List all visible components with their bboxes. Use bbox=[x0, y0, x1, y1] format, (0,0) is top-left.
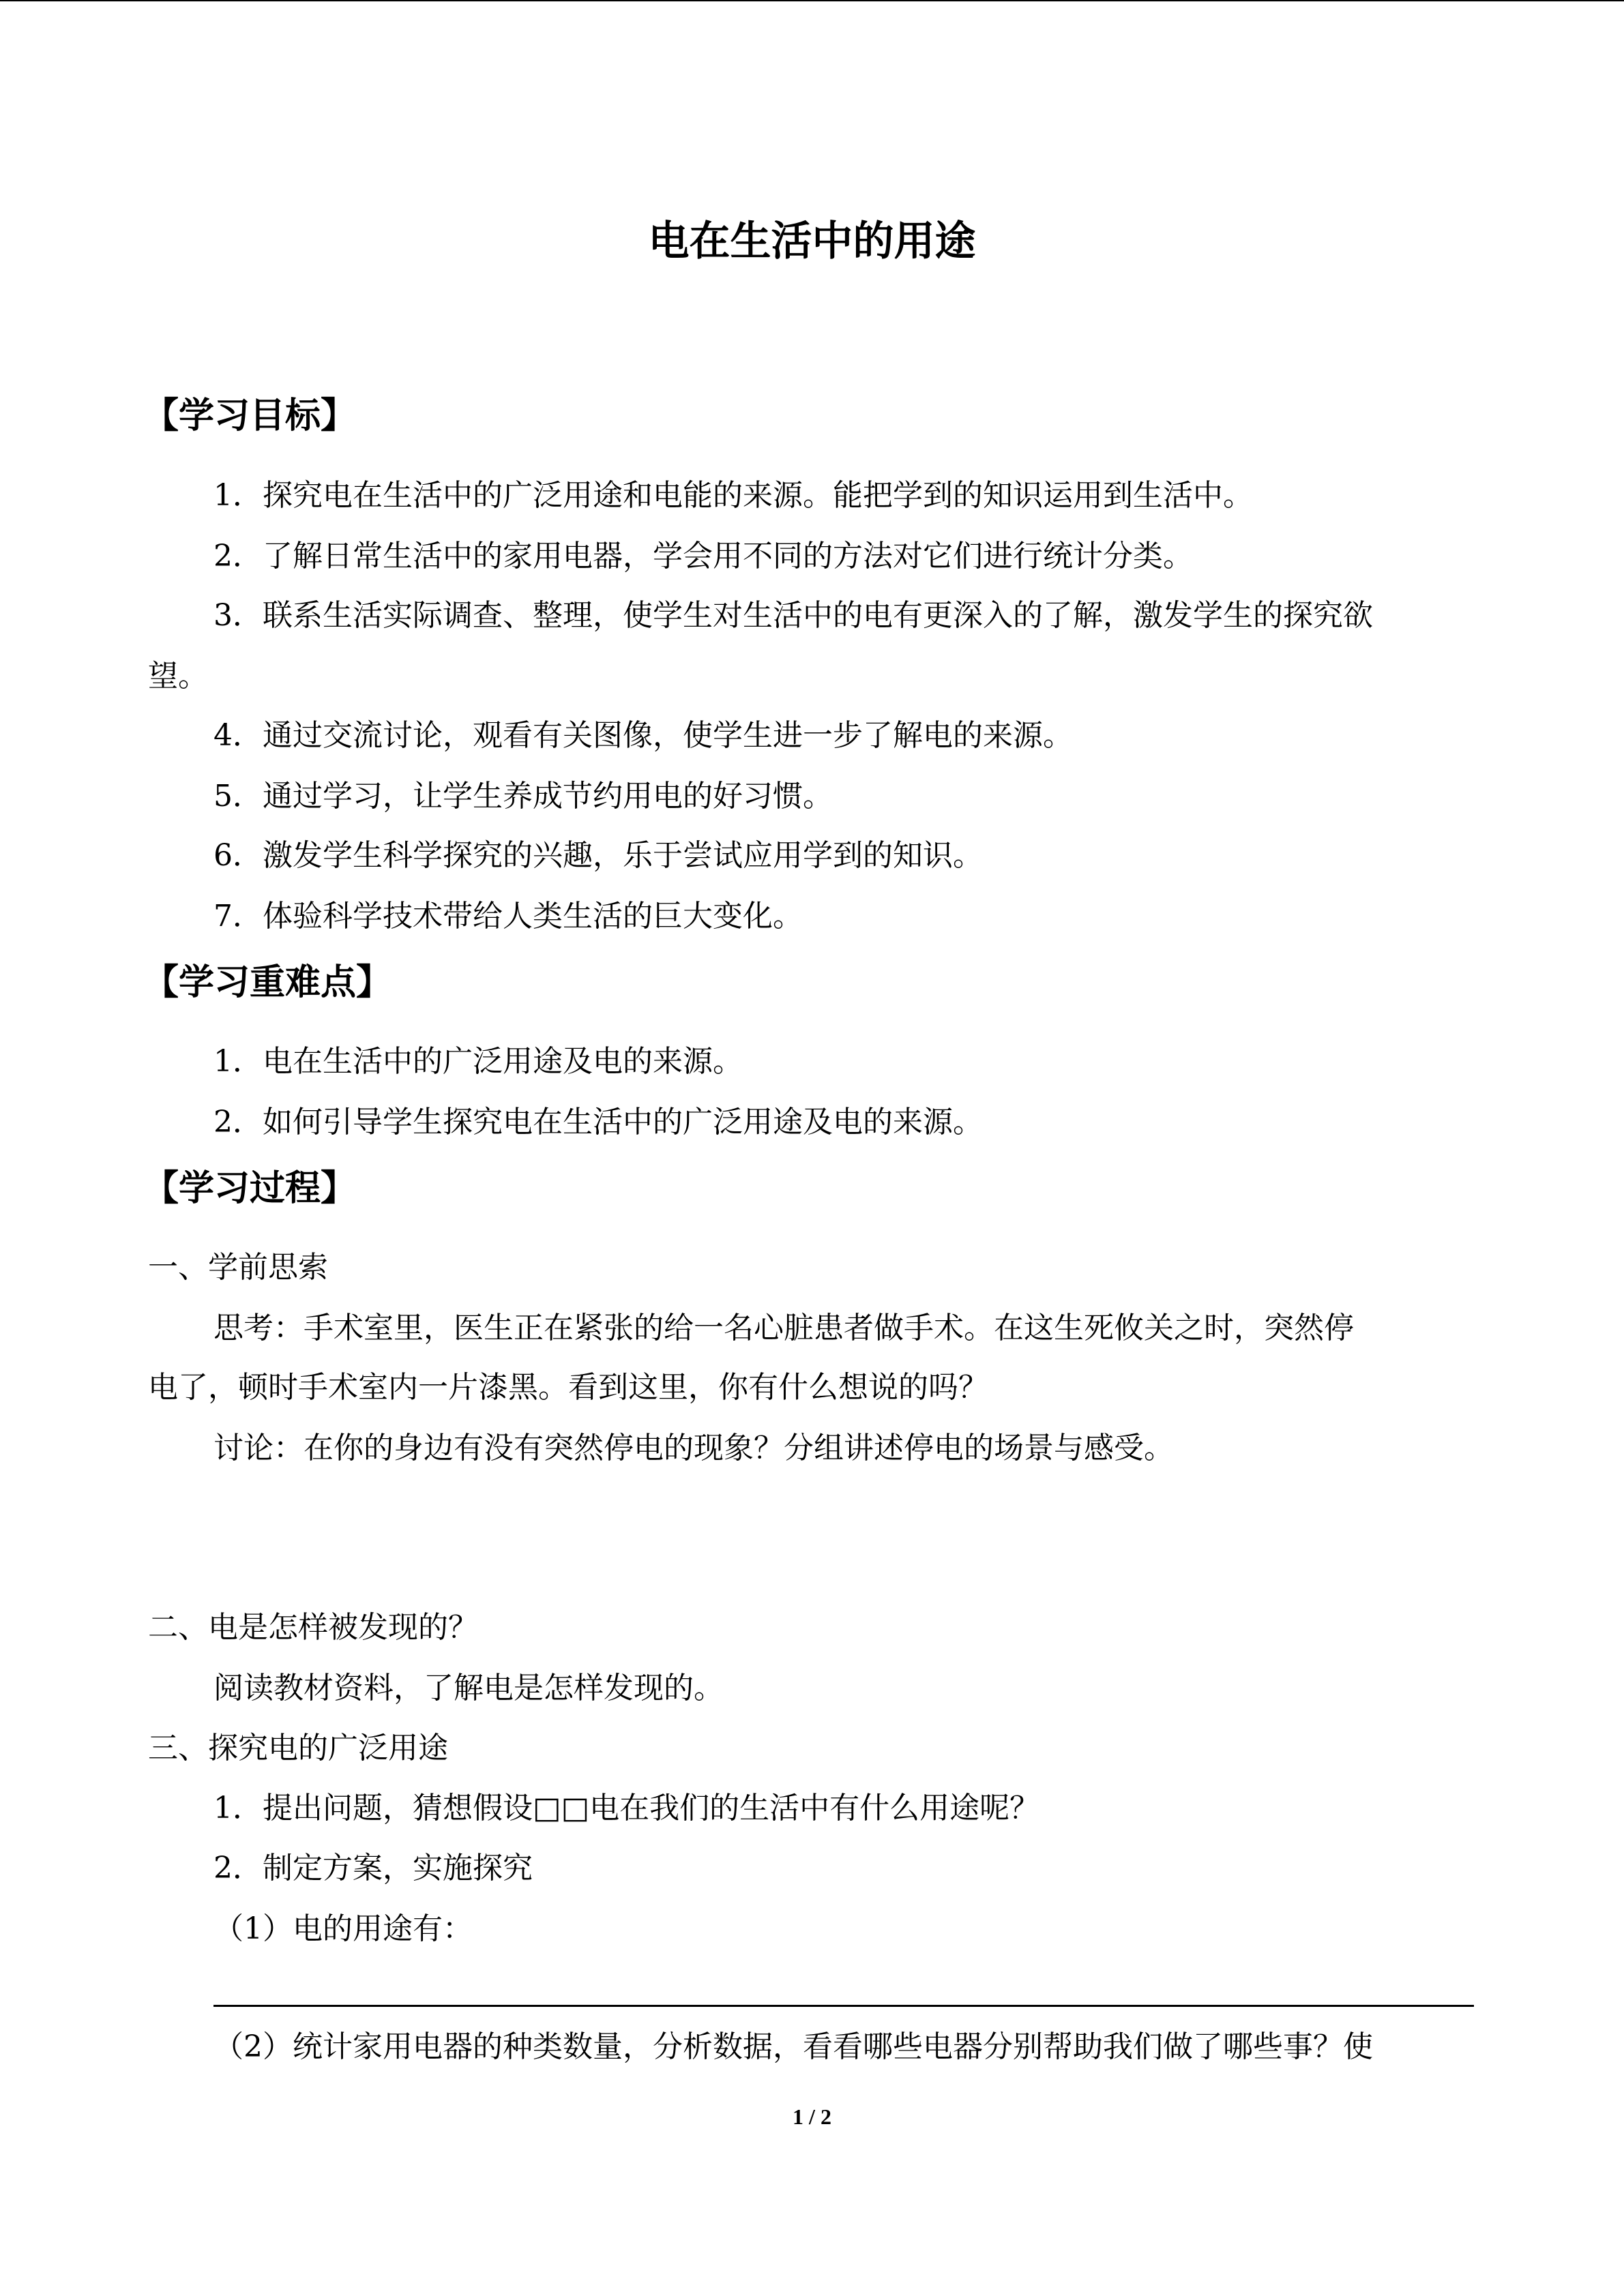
process-part3-line: （1）电的用途有： bbox=[213, 1911, 473, 1946]
process-part3-line: 2．制定方案，实施探究 bbox=[213, 1851, 533, 1885]
goal-item: 6．激发学生科学探究的兴趣，乐于尝试应用学到的知识。 bbox=[213, 838, 983, 873]
process-part1-line: 电了，顿时手术室内一片漆黑。看到这里，你有什么想说的吗？ bbox=[148, 1370, 988, 1405]
section-heading-goals: 【学习目标】 bbox=[143, 396, 357, 436]
section-heading-process: 【学习过程】 bbox=[143, 1168, 357, 1209]
document-title: 电在生活中的用途 bbox=[648, 218, 976, 265]
goal-item: 5．通过学习，让学生养成节约用电的好习惯。 bbox=[213, 779, 833, 814]
goal-item: 4．通过交流讨论，观看有关图像，使学生进一步了解电的来源。 bbox=[213, 718, 1073, 753]
section-heading-key-points: 【学习重难点】 bbox=[143, 962, 392, 1003]
process-part1-title: 一、学前思索 bbox=[148, 1250, 328, 1285]
page-number: 1 / 2 bbox=[793, 2104, 831, 2129]
goal-item-continuation: 望。 bbox=[148, 659, 208, 694]
key-point-item: 2．如何引导学生探究电在生活中的广泛用途及电的来源。 bbox=[213, 1105, 983, 1139]
goal-item: 3．联系生活实际调查、整理，使学生对生活中的电有更深入的了解，激发学生的探究欲 bbox=[213, 598, 1373, 633]
process-part2-line: 阅读教材资料，了解电是怎样发现的。 bbox=[213, 1671, 724, 1705]
answer-underline bbox=[213, 2005, 1474, 2007]
goal-item: 2．了解日常生活中的家用电器，学会用不同的方法对它们进行统计分类。 bbox=[213, 539, 1193, 573]
goal-item: 1．探究电在生活中的广泛用途和电能的来源。能把学到的知识运用到生活中。 bbox=[213, 478, 1253, 513]
goal-item: 7．体验科学技术带给人类生活的巨大变化。 bbox=[213, 899, 803, 934]
process-part1-line: 讨论：在你的身边有没有突然停电的现象？分组讲述停电的场景与感受。 bbox=[213, 1431, 1174, 1465]
process-part3-line: 1．提出问题，猜想假设□□电在我们的生活中有什么用途呢？ bbox=[213, 1791, 1040, 1825]
process-part1-line: 思考：手术室里，医生正在紧张的给一名心脏患者做手术。在这生死攸关之时，突然停 bbox=[213, 1311, 1354, 1345]
key-point-item: 1．电在生活中的广泛用途及电的来源。 bbox=[213, 1044, 743, 1079]
process-part2-title: 二、电是怎样被发现的？ bbox=[148, 1610, 478, 1645]
process-part3-title: 三、探究电的广泛用途 bbox=[148, 1731, 448, 1765]
process-part3-line: （2）统计家用电器的种类数量，分析数据，看看哪些电器分别帮助我们做了哪些事？使 bbox=[213, 2029, 1373, 2064]
